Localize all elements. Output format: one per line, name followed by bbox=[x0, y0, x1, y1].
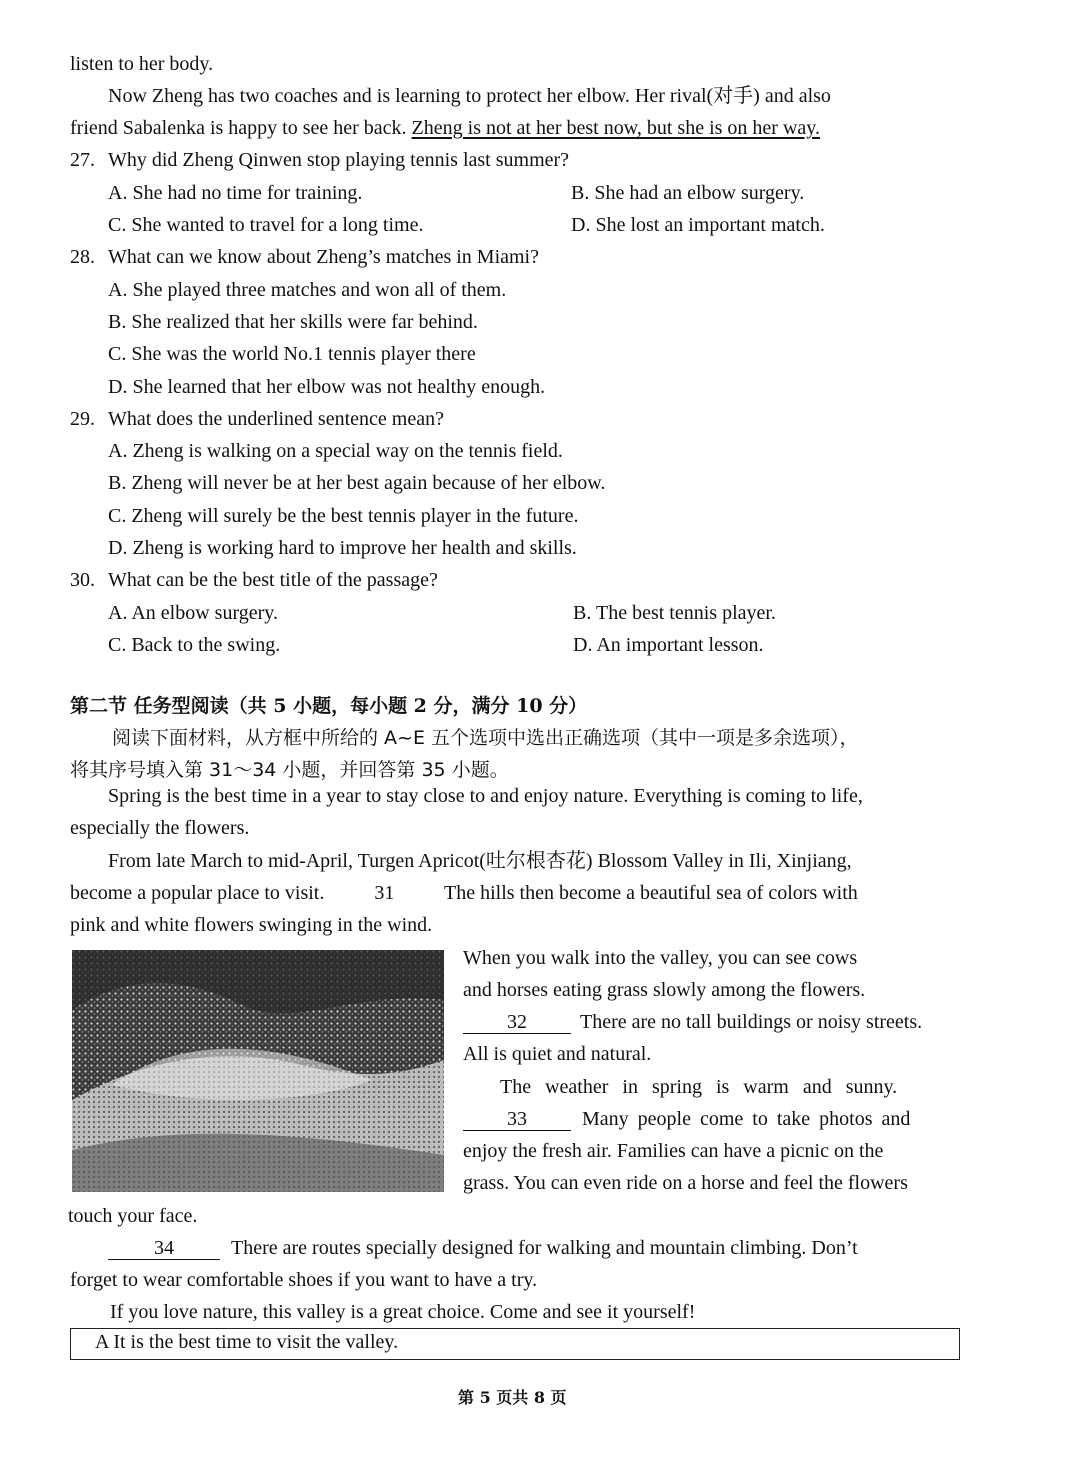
valley-photo bbox=[72, 950, 444, 1192]
option-d: D. An important lesson. bbox=[573, 634, 764, 656]
option-c: C. She was the world No.1 tennis player there bbox=[108, 343, 476, 365]
option-b: B. The best tennis player. bbox=[573, 602, 776, 624]
passage-line: and horses eating grass slowly among the flowers. bbox=[463, 979, 866, 1001]
passage-line bbox=[70, 877, 858, 909]
passage-line bbox=[108, 1232, 858, 1264]
option-a: A. She had no time for training. bbox=[108, 182, 363, 204]
passage-line: If you love nature, this valley is a great choice. Come and see it yourself! bbox=[110, 1301, 696, 1323]
question-stem: Why did Zheng Qinwen stop playing tennis last summer? bbox=[108, 149, 570, 171]
section-heading: 第二节 任务型阅读（共 5 小题，每小题 2 分，满分 10 分） bbox=[70, 695, 588, 717]
passage-line: pink and white flowers swinging in the wind. bbox=[70, 914, 433, 936]
instruction-line: 阅读下面材料，从方框中所给的 A~E 五个选项中选出正确选项（其中一项是多余选项）， bbox=[112, 727, 859, 749]
blank-34: 34 bbox=[108, 1237, 220, 1260]
passage-line: The weather in spring is warm and sunny. bbox=[500, 1076, 898, 1098]
question-number: 30. bbox=[70, 569, 95, 591]
question-27 bbox=[70, 144, 569, 176]
option-c: C. Back to the swing. bbox=[108, 634, 281, 656]
question-number: 27. bbox=[70, 149, 95, 171]
passage-text: The hills then become a beautiful sea of colors with bbox=[444, 882, 858, 904]
passage-line: When you walk into the valley, you can see cows bbox=[463, 947, 858, 969]
passage-line: enjoy the fresh air. Families can have a picnic on the bbox=[463, 1140, 884, 1162]
question-number: 28. bbox=[70, 246, 95, 268]
passage-line: grass. You can even ride on a horse and feel the flowers bbox=[463, 1172, 908, 1194]
passage-line: forget to wear comfortable shoes if you want to have a try. bbox=[70, 1269, 538, 1291]
option-a: A. She played three matches and won all of them. bbox=[108, 279, 507, 301]
passage-line bbox=[70, 112, 820, 144]
passage-text: friend Sabalenka is happy to see her back. bbox=[70, 117, 407, 139]
passage-line: especially the flowers. bbox=[70, 817, 250, 839]
underlined-sentence: Zheng is not at her best now, but she is on her way. bbox=[411, 117, 820, 139]
page-footer: 第 5 页共 8 页 bbox=[458, 1388, 567, 1407]
option-a: A. Zheng is walking on a special way on the tennis field. bbox=[108, 440, 563, 462]
blank-31: 31 bbox=[374, 882, 395, 904]
question-30 bbox=[70, 564, 438, 596]
option-d: D. Zheng is working hard to improve her health and skills. bbox=[108, 537, 577, 559]
passage-line: Spring is the best time in a year to stay close to and enjoy nature. Everything is coming to life, bbox=[108, 785, 863, 807]
valley-photo-image bbox=[72, 950, 444, 1192]
passage-text: There are no tall buildings or noisy streets. bbox=[580, 1011, 923, 1033]
passage-line bbox=[463, 1103, 910, 1135]
options-box bbox=[70, 1328, 960, 1360]
passage-line bbox=[463, 1006, 922, 1038]
passage-line: From late March to mid-April, Turgen Apricot(吐尔根杏花) Blossom Valley in Ili, Xinjiang, bbox=[108, 850, 852, 872]
passage-text: become a popular place to visit. bbox=[70, 882, 325, 904]
instruction-line: 将其序号填入第 31～34 小题，并回答第 35 小题。 bbox=[70, 759, 509, 781]
option-b: B. Zheng will never be at her best again because of her elbow. bbox=[108, 472, 606, 494]
question-28 bbox=[70, 241, 539, 273]
passage-line: Now Zheng has two coaches and is learning to protect her elbow. Her rival(对手) and also bbox=[108, 85, 831, 107]
option-b: B. She had an elbow surgery. bbox=[571, 182, 805, 204]
passage-text: Many people come to take photos and bbox=[582, 1108, 911, 1130]
option-c: C. Zheng will surely be the best tennis player in the future. bbox=[108, 505, 579, 527]
question-number: 29. bbox=[70, 408, 95, 430]
option-d: D. She lost an important match. bbox=[571, 214, 825, 236]
passage-line: touch your face. bbox=[68, 1205, 198, 1227]
option-c: C. She wanted to travel for a long time. bbox=[108, 214, 424, 236]
blank-32: 32 bbox=[463, 1011, 571, 1034]
option-d: D. She learned that her elbow was not healthy enough. bbox=[108, 376, 546, 398]
passage-line: All is quiet and natural. bbox=[463, 1043, 652, 1065]
question-stem: What can be the best title of the passage? bbox=[108, 569, 438, 591]
option-b: B. She realized that her skills were far behind. bbox=[108, 311, 478, 333]
option-a: A. An elbow surgery. bbox=[108, 602, 278, 624]
passage-line: listen to her body. bbox=[70, 53, 214, 75]
blank-33: 33 bbox=[463, 1108, 571, 1131]
question-stem: What does the underlined sentence mean? bbox=[108, 408, 444, 430]
question-stem: What can we know about Zheng’s matches in Miami? bbox=[108, 246, 539, 268]
question-29 bbox=[70, 403, 444, 435]
option-a-text: A It is the best time to visit the valley. bbox=[95, 1331, 399, 1353]
passage-text: There are routes specially designed for walking and mountain climbing. Don’t bbox=[231, 1237, 858, 1259]
